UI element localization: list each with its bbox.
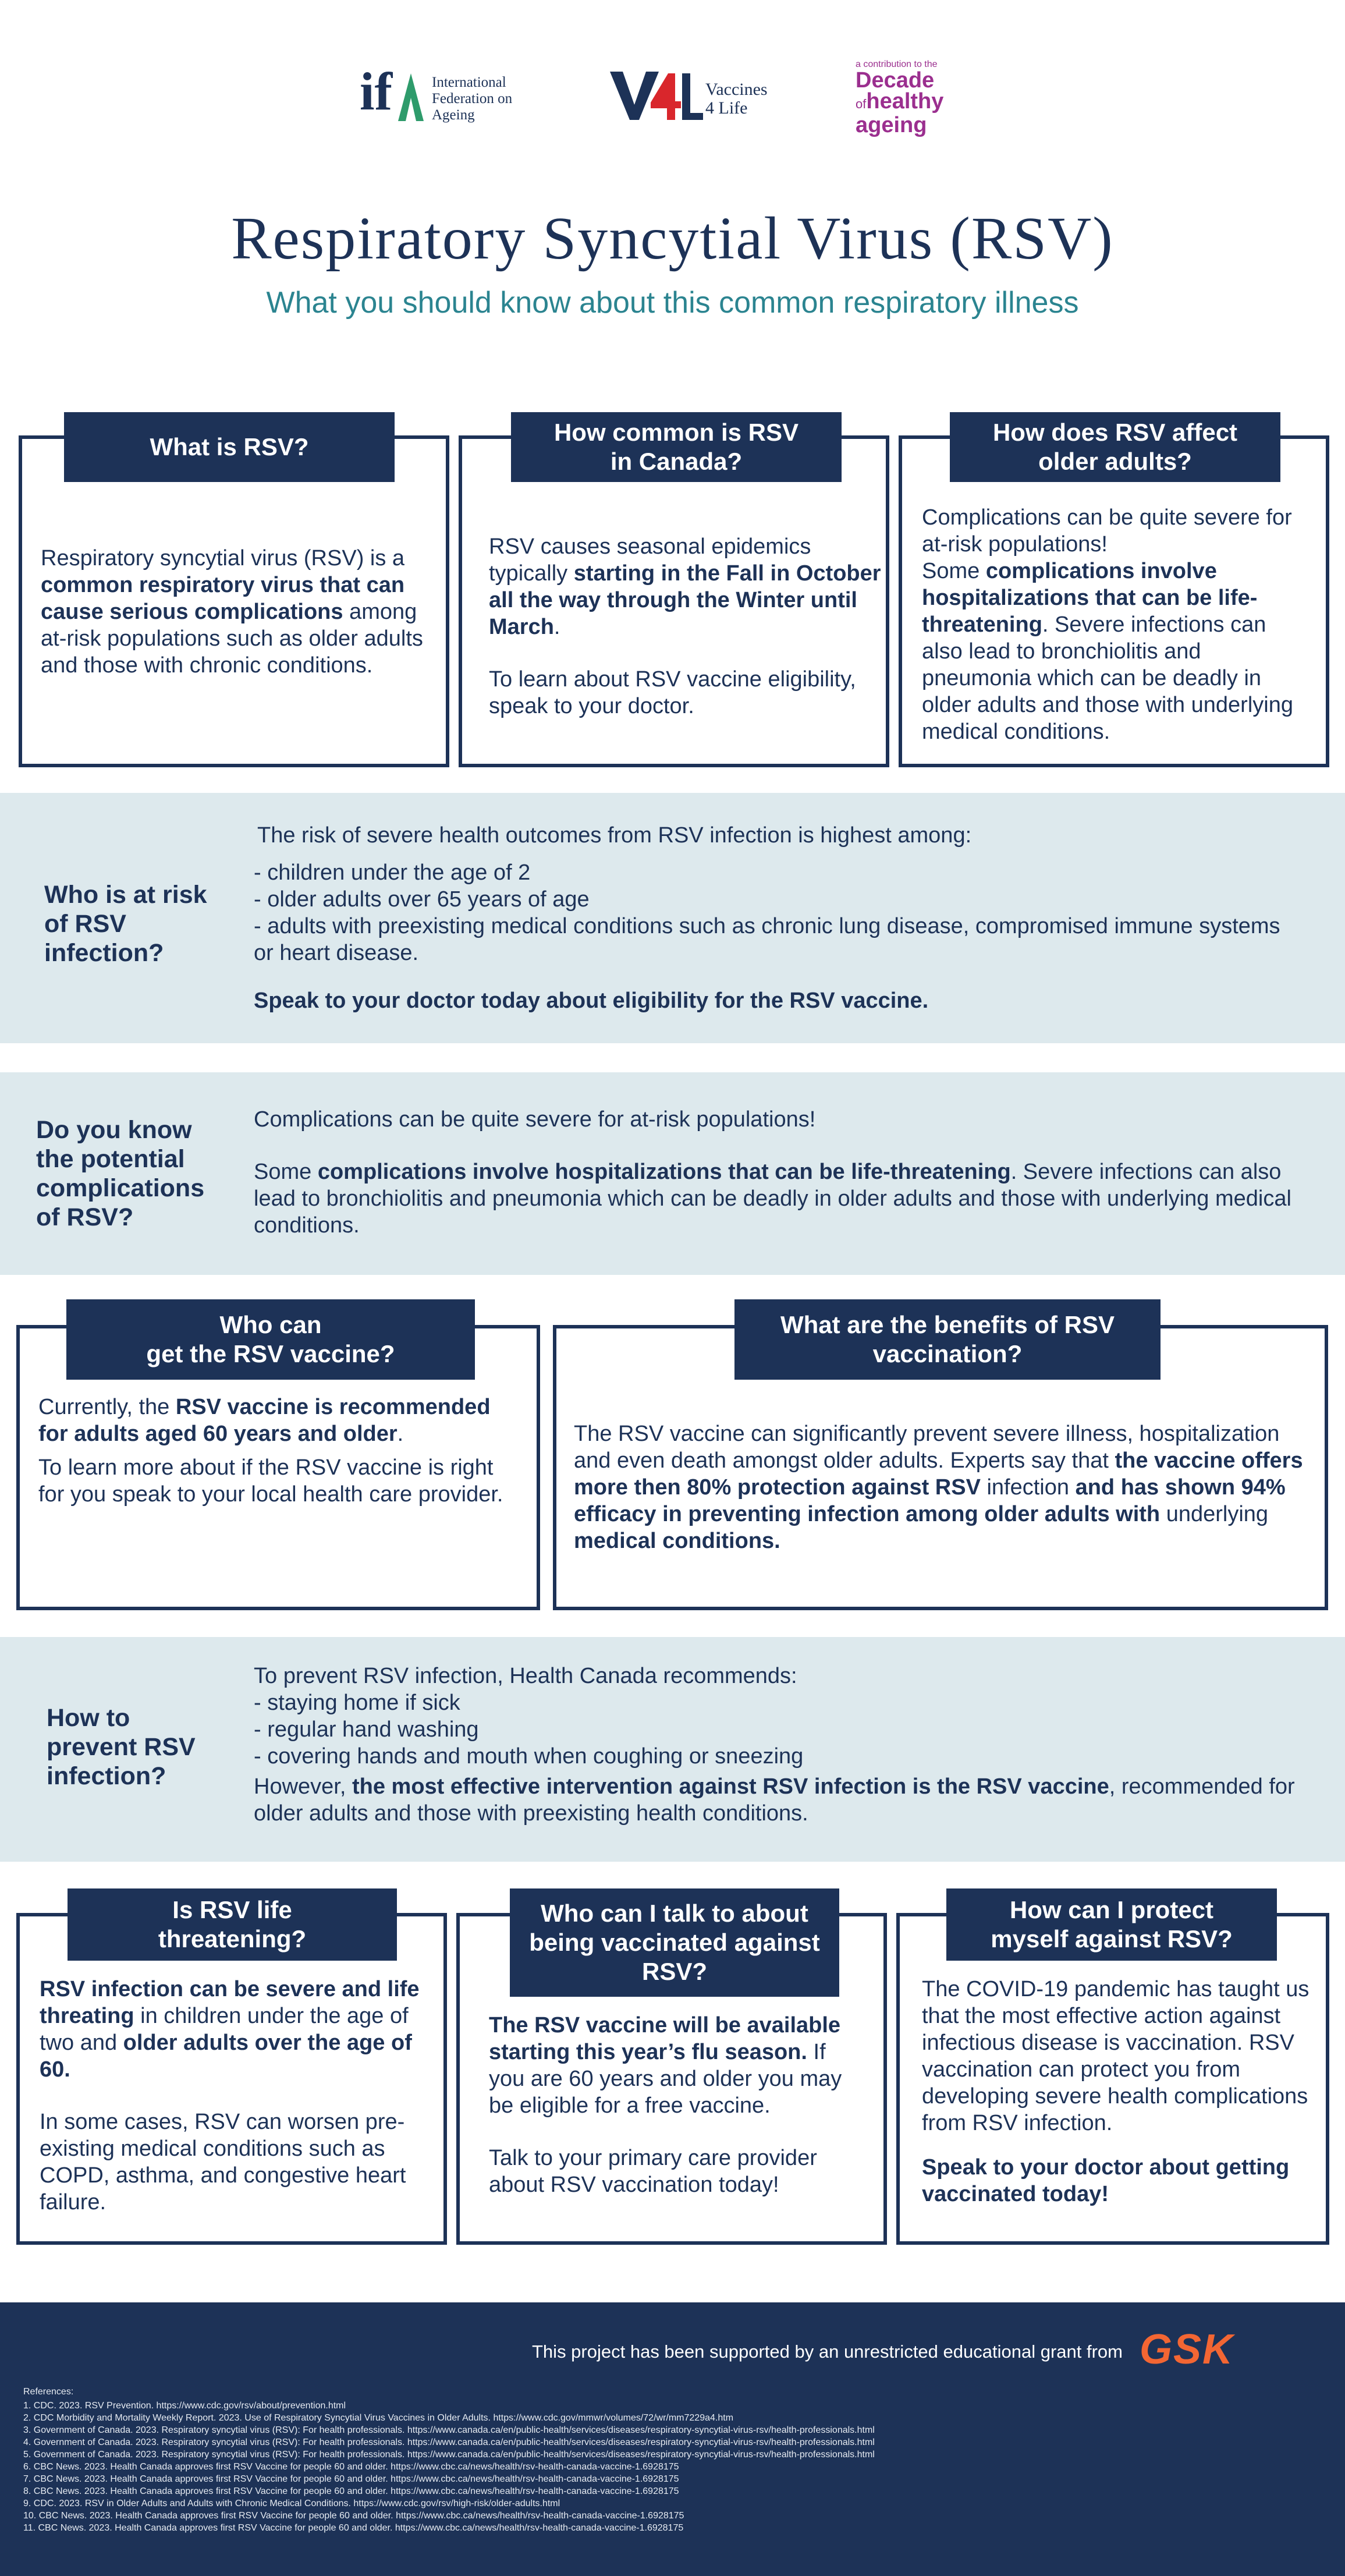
- text-bold: medical conditions.: [574, 1529, 780, 1553]
- text-paragraph: Complications can be quite severe for at-risk populations!: [254, 1107, 816, 1132]
- tab-how-common: [511, 412, 842, 482]
- text-bold: common respiratory virus that can cause serious complications: [41, 573, 405, 624]
- tab-line: older adults?: [1038, 448, 1192, 475]
- v4l-name-line: 4 Life: [705, 98, 748, 118]
- tab-life-threatening: [68, 1888, 397, 1961]
- logo-row: [0, 58, 1345, 137]
- text-paragraph: The risk of severe health outcomes from RSV infection is highest among:: [257, 823, 972, 848]
- list-item: - older adults over 65 years of age: [254, 887, 590, 912]
- v4l-logo-mark: [610, 69, 703, 122]
- tab-line: get the RSV vaccine?: [146, 1340, 395, 1367]
- footer: [0, 2302, 1345, 2576]
- text-bold: complications involve hospitalizations that can be life-threatening: [922, 559, 1258, 637]
- text-span: infection: [980, 1475, 1076, 1500]
- decade-line: healthy: [866, 89, 944, 114]
- text-paragraph: Talk to your primary care provider about RSV vaccination today!: [489, 2146, 817, 2197]
- list-item: - adults with preexisting medical conditions such as chronic lung disease, compromised immune systems or heart disease.: [254, 914, 1280, 965]
- text-span: . Severe infections can also lead to bronchiolitis and pneumonia which can be deadly in older adults and those with underlying medical conditions.: [254, 1160, 1291, 1238]
- text-bold: RSV vaccine is recommended for adults aged 60 years and older: [38, 1395, 491, 1446]
- reference-item: 6. CBC News. 2023. Health Canada approves first RSV Vaccine for people 60 and older. https://www.cbc.ca/news/health/rsv-health-canada-vaccine-1.6928175: [23, 2462, 679, 2472]
- text-bold: the vaccine offers more then 80% protection against RSV: [574, 1448, 1303, 1500]
- reference-list: [23, 2400, 875, 2534]
- text-span: underlying: [1160, 1502, 1269, 1526]
- tab-what-is-rsv: What is RSV?: [64, 412, 395, 482]
- text-span: However,: [254, 1774, 352, 1799]
- tab-line: Is RSV life: [172, 1896, 292, 1923]
- decade-of: of: [856, 97, 867, 111]
- ifa-name-line: Federation on: [432, 91, 513, 107]
- tab-how-affect: [950, 412, 1280, 482]
- card-who-to-talk-body: [489, 2012, 867, 2198]
- svg-text:if: if: [360, 63, 393, 121]
- reference-item: 11. CBC News. 2023. Health Canada approves first RSV Vaccine for people 60 and older. https://www.cbc.ca/news/health/rsv-health-canada-vaccine-1.6928175: [23, 2523, 684, 2533]
- tab-line: What are the benefits of RSV: [780, 1311, 1115, 1338]
- reference-item: 7. CBC News. 2023. Health Canada approves first RSV Vaccine for people 60 and older. https://www.cbc.ca/news/health/rsv-health-canada-vaccine-1.6928175: [23, 2474, 679, 2484]
- grant-statement: This project has been supported by an unrestricted educational grant from: [532, 2341, 1123, 2362]
- page-title: Respiratory Syncytial Virus (RSV): [231, 205, 1114, 272]
- list-item: - staying home if sick: [254, 1691, 460, 1715]
- band-question: Who is at risk of RSV infection?: [44, 881, 207, 967]
- tab-line: How does RSV affect: [992, 419, 1238, 446]
- text-bold: The RSV vaccine will be available starting this year’s flu season.: [489, 2013, 841, 2064]
- tab-line: Who can I talk to about: [541, 1900, 808, 1927]
- card-who-can-get-body: [38, 1394, 516, 1508]
- band-question: How to prevent RSV infection?: [47, 1704, 196, 1790]
- reference-item: 4. Government of Canada. 2023. Respiratory syncytial virus (RSV): For health professionals. https://www.canada.ca/en/public-health/services/diseases/respiratory-syncytial-virus-rsv/health-professionals.html: [23, 2437, 875, 2447]
- call-to-action: Speak to your doctor today about eligibility for the RSV vaccine.: [254, 988, 929, 1013]
- text-paragraph: To learn more about if the RSV vaccine is right for you speak to your local health care provider.: [38, 1455, 503, 1507]
- text-span: Some: [254, 1160, 318, 1184]
- references: [23, 2386, 875, 2534]
- card-what-is-rsv-body: [41, 545, 430, 679]
- text-paragraph: To learn about RSV vaccine eligibility, speak to your doctor.: [489, 667, 856, 718]
- decade-line: Decade: [856, 68, 935, 93]
- reference-item: 5. Government of Canada. 2023. Respiratory syncytial virus (RSV): For health professionals. https://www.canada.ca/en/public-health/services/diseases/respiratory-syncytial-virus-rsv/health-professionals.html: [23, 2450, 875, 2460]
- call-to-action: Speak to your doctor about getting vaccinated today!: [922, 2155, 1290, 2206]
- list-item: - regular hand washing: [254, 1717, 479, 1742]
- text-span: in children under the age of two and: [40, 2004, 409, 2055]
- tab-line: RSV?: [641, 1958, 707, 1985]
- tab-line: being vaccinated against: [529, 1929, 820, 1956]
- decade-tagline: a contribution to the: [856, 59, 938, 69]
- text-bold: and has shown 94% efficacy in preventing infection among older adults with: [574, 1475, 1286, 1526]
- gsk-logo: GSK: [1140, 2326, 1234, 2373]
- reference-item: 9. CDC. 2023. RSV in Older Adults and Adults with Chronic Medical Conditions. https://www.cdc.gov/rsv/high-risk/older-adults.html: [23, 2499, 560, 2508]
- band-complications-body: [254, 1106, 1301, 1239]
- text-bold: the most effective intervention against RSV infection is the RSV vaccine: [352, 1774, 1109, 1799]
- text-span: The RSV vaccine can significantly prevent severe illness, hospitalization and even death amongst older adults. Experts say that: [574, 1422, 1280, 1473]
- band-question: Do you know the potential complications of RSV?: [36, 1116, 205, 1231]
- reference-item: 2. CDC Morbidity and Mortality Weekly Report. 2023. Use of Respiratory Syncytial Virus Vaccines in Older Adults. https://www.cdc.gov/mmwr/volumes/72/wr/mm7229a4.htm: [23, 2413, 734, 2423]
- ifa-logo-text: [432, 75, 512, 123]
- ifa-name-line: International: [432, 75, 506, 90]
- reference-item: 1. CDC. 2023. RSV Prevention. https://www.cdc.gov/rsv/about/prevention.html: [23, 2401, 346, 2411]
- text-span: .: [397, 1422, 404, 1446]
- tab-line: threatening?: [158, 1925, 307, 1953]
- card-life-threatening-body: [40, 1976, 441, 2216]
- tab-line: Who can: [219, 1311, 322, 1338]
- band-who-at-risk-body: [254, 822, 1301, 1014]
- text-span: Some: [922, 559, 986, 583]
- tab-who-to-talk: [510, 1888, 839, 1997]
- tab-line: vaccination?: [872, 1340, 1023, 1367]
- decade-line: ageing: [856, 113, 927, 137]
- text-bold: RSV infection can be severe and life threating: [40, 1977, 420, 2028]
- tab-how-protect: [946, 1888, 1277, 1961]
- reference-item: 10. CBC News. 2023. Health Canada approves first RSV Vaccine for people 60 and older. https://www.cbc.ca/news/health/rsv-health-canada-vaccine-1.6928175: [23, 2511, 684, 2521]
- list-item: - covering hands and mouth when coughing or sneezing: [254, 1744, 804, 1769]
- tab-line: How can I protect: [1009, 1896, 1214, 1923]
- card-how-common-body: [489, 533, 890, 720]
- v4l-logo-text: [705, 80, 768, 118]
- card-how-protect-body: [922, 1976, 1318, 2208]
- text-span: .: [553, 615, 560, 639]
- text-span: among at-risk populations such as older adults and those with chronic conditions.: [41, 600, 423, 678]
- page-subtitle: What you should know about this common respiratory illness: [266, 286, 1079, 320]
- tab-who-can-get: [66, 1299, 475, 1380]
- card-benefits-body: [574, 1420, 1319, 1554]
- reference-item: 8. CBC News. 2023. Health Canada approves first RSV Vaccine for people 60 and older. https://www.cbc.ca/news/health/rsv-health-canada-vaccine-1.6928175: [23, 2486, 679, 2496]
- references-heading: References:: [23, 2387, 74, 2397]
- text-span: Currently, the: [38, 1395, 176, 1419]
- text-bold: older adults over the age of 60.: [40, 2031, 412, 2082]
- text-span: . Severe infections can also lead to bronchiolitis and pneumonia which can be deadly in older adults and those with underlying medical conditions.: [922, 612, 1293, 744]
- text-span: , recommended for older adults and those with preexisting health conditions.: [254, 1774, 1295, 1826]
- card-how-affect-body: [922, 504, 1306, 745]
- v4l-name-line: Vaccines: [705, 80, 768, 99]
- text-span: RSV causes seasonal epidemics typically: [489, 534, 811, 586]
- decade-healthy-ageing-logo: [856, 59, 943, 136]
- band-prevent-body: [254, 1663, 1301, 1827]
- tab-line: myself against RSV?: [991, 1925, 1233, 1953]
- tab-line: How common is RSV: [553, 419, 799, 446]
- ifa-logo-mark: [360, 63, 428, 124]
- tab-benefits: [734, 1299, 1161, 1380]
- text-paragraph: Complications can be quite severe for at-risk populations!: [922, 505, 1292, 557]
- ifa-name-line: Ageing: [432, 107, 475, 123]
- text-bold: starting in the Fall in October all the way through the Winter until March: [489, 561, 881, 639]
- text-bold: complications involve hospitalizations that can be life-threatening: [317, 1160, 1011, 1184]
- text-span: If you are 60 years and older you may be eligible for a free vaccine.: [489, 2040, 842, 2118]
- list-item: - children under the age of 2: [254, 860, 531, 885]
- text-paragraph: In some cases, RSV can worsen pre-existing medical conditions such as COPD, asthma, and congestive heart failure.: [40, 2110, 406, 2214]
- text-paragraph: The COVID-19 pandemic has taught us that the most effective action against infectious disease is vaccination. RSV vaccination can protect you from developing severe health complications from RSV infection.: [922, 1977, 1309, 2135]
- tab-line: in Canada?: [610, 448, 743, 475]
- text-span: Respiratory syncytial virus (RSV) is a: [41, 546, 405, 571]
- reference-item: 3. Government of Canada. 2023. Respiratory syncytial virus (RSV): For health professionals. https://www.canada.ca/en/public-health/services/diseases/respiratory-syncytial-virus-rsv/health-professionals.html: [23, 2425, 875, 2435]
- text-paragraph: To prevent RSV infection, Health Canada recommends:: [254, 1664, 797, 1688]
